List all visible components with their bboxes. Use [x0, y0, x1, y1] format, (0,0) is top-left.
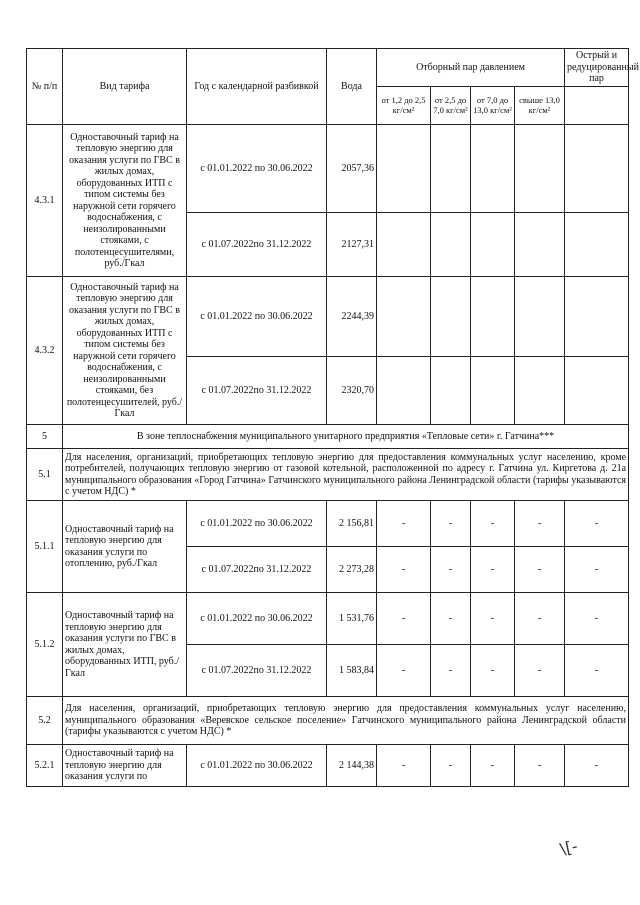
- header-empty: [565, 87, 629, 125]
- section-num: 5.1: [27, 449, 63, 501]
- tariff-description: Одноставочный тариф на тепловую энергию для оказания услуги по ГВС в жилых домах, оборудованных ИТП с типом системы без наружной сети горячего водоснабжения, с неизолированными стояками, без полотенцесушителей, руб./Гкал: [63, 277, 187, 425]
- row-num: 5.1.1: [27, 501, 63, 593]
- dash-cell: -: [471, 547, 515, 593]
- header-p1: от 1,2 до 2,5 кг/см²: [377, 87, 431, 125]
- section-num: 5: [27, 425, 63, 449]
- dash-cell: -: [515, 745, 565, 787]
- header-p4: свыше 13,0 кг/см²: [515, 87, 565, 125]
- dash-cell: -: [377, 547, 431, 593]
- dash-cell: -: [515, 593, 565, 645]
- period: с 01.07.2022по 31.12.2022: [187, 547, 327, 593]
- dash-cell: -: [515, 645, 565, 697]
- period: с 01.01.2022 по 30.06.2022: [187, 501, 327, 547]
- dash-cell: -: [471, 501, 515, 547]
- water-value: 2127,31: [327, 213, 377, 277]
- water-value: 2 144,38: [327, 745, 377, 787]
- dash-cell: -: [515, 501, 565, 547]
- header-row-1: [27, 49, 629, 87]
- dash-cell: -: [471, 745, 515, 787]
- header-sharp: Острый и редуцированный пар: [565, 49, 629, 87]
- dash-cell: -: [377, 645, 431, 697]
- section-text: Для населения, организаций, приобретающих тепловую энергию для предоставления коммунальных услуг населению, муниципального образования «Веревское сельское поселение» Гатчинского муниципального района Ленинградской области (тарифы указываются с учетом НДС) *: [63, 697, 629, 745]
- dash-cell: -: [377, 501, 431, 547]
- dash-cell: -: [431, 547, 471, 593]
- dash-cell: -: [377, 745, 431, 787]
- header-p3: от 7,0 до 13,0 кг/см²: [471, 87, 515, 125]
- row-4-3-1-a: [27, 125, 629, 213]
- water-value: 2320,70: [327, 357, 377, 425]
- water-value: 2244,39: [327, 277, 377, 357]
- tariff-description: Одноставочный тариф на тепловую энергию для оказания услуги по ГВС в жилых домах, оборудованных ИТП с типом системы без наружной сети горячего водоснабжения, с неизолированными стояками, с полотенцесушителями, руб./Гкал: [63, 125, 187, 277]
- row-5-2-1: [27, 745, 629, 787]
- header-water: Вода: [327, 49, 377, 125]
- period: с 01.01.2022 по 30.06.2022: [187, 277, 327, 357]
- section-num: 5.2: [27, 697, 63, 745]
- dash-cell: -: [565, 501, 629, 547]
- dash-cell: -: [565, 645, 629, 697]
- section-text: Для населения, организаций, приобретающих тепловую энергию для предоставления коммунальных услуг населению, кроме потребителей, получающих тепловую энергию от газовой котельной, расположенной по адресу г. Гатчина ул. Киргетова д. 21а муниципального образования «Город Гатчина» Гатчинского муниципального района Ленинградской области (тарифы указываются с учетом НДС) *: [63, 449, 629, 501]
- section-5-2: [27, 697, 629, 745]
- row-5-1-1-a: [27, 501, 629, 547]
- dash-cell: -: [431, 593, 471, 645]
- section-title: В зоне теплоснабжения муниципального унитарного предприятия «Тепловые сети» г. Гатчина***: [63, 425, 629, 449]
- row-num: 4.3.1: [27, 125, 63, 277]
- tariff-description: Одноставочный тариф на тепловую энергию для оказания услуги по отоплению, руб./Гкал: [63, 501, 187, 593]
- dash-cell: -: [515, 547, 565, 593]
- water-value: 2 273,28: [327, 547, 377, 593]
- header-year: Год с календарной разбивкой: [187, 49, 327, 125]
- row-num: 5.1.2: [27, 593, 63, 697]
- header-tariff-type: Вид тарифа: [63, 49, 187, 125]
- water-value: 2 156,81: [327, 501, 377, 547]
- period: с 01.01.2022 по 30.06.2022: [187, 745, 327, 787]
- tariff-table: [26, 48, 639, 787]
- period: с 01.01.2022 по 30.06.2022: [187, 593, 327, 645]
- row-4-3-2-a: [27, 277, 629, 357]
- header-steam: Отборный пар давлением: [377, 49, 565, 87]
- water-value: 1 583,84: [327, 645, 377, 697]
- dash-cell: -: [565, 745, 629, 787]
- dash-cell: -: [377, 593, 431, 645]
- dash-cell: -: [565, 593, 629, 645]
- period: с 01.07.2022по 31.12.2022: [187, 357, 327, 425]
- dash-cell: -: [431, 501, 471, 547]
- handwritten-mark: \[-: [558, 836, 580, 859]
- period: с 01.07.2022по 31.12.2022: [187, 645, 327, 697]
- period: с 01.01.2022 по 30.06.2022: [187, 125, 327, 213]
- header-p2: от 2,5 до 7,0 кг/см²: [431, 87, 471, 125]
- tariff-description: Одноставочный тариф на тепловую энергию для оказания услуги по ГВС в жилых домах, оборудованных ИТП, руб./Гкал: [63, 593, 187, 697]
- section-5: [27, 425, 629, 449]
- dash-cell: -: [431, 645, 471, 697]
- header-num: № п/п: [27, 49, 63, 125]
- row-num: 5.2.1: [27, 745, 63, 787]
- water-value: 2057,36: [327, 125, 377, 213]
- period: с 01.07.2022по 31.12.2022: [187, 213, 327, 277]
- dash-cell: -: [471, 593, 515, 645]
- water-value: 1 531,76: [327, 593, 377, 645]
- row-num: 4.3.2: [27, 277, 63, 425]
- section-5-1: [27, 449, 629, 501]
- dash-cell: -: [431, 745, 471, 787]
- row-5-1-2-a: [27, 593, 629, 645]
- dash-cell: -: [565, 547, 629, 593]
- dash-cell: -: [471, 645, 515, 697]
- tariff-description: Одноставочный тариф на тепловую энергию для оказания услуги по: [63, 745, 187, 787]
